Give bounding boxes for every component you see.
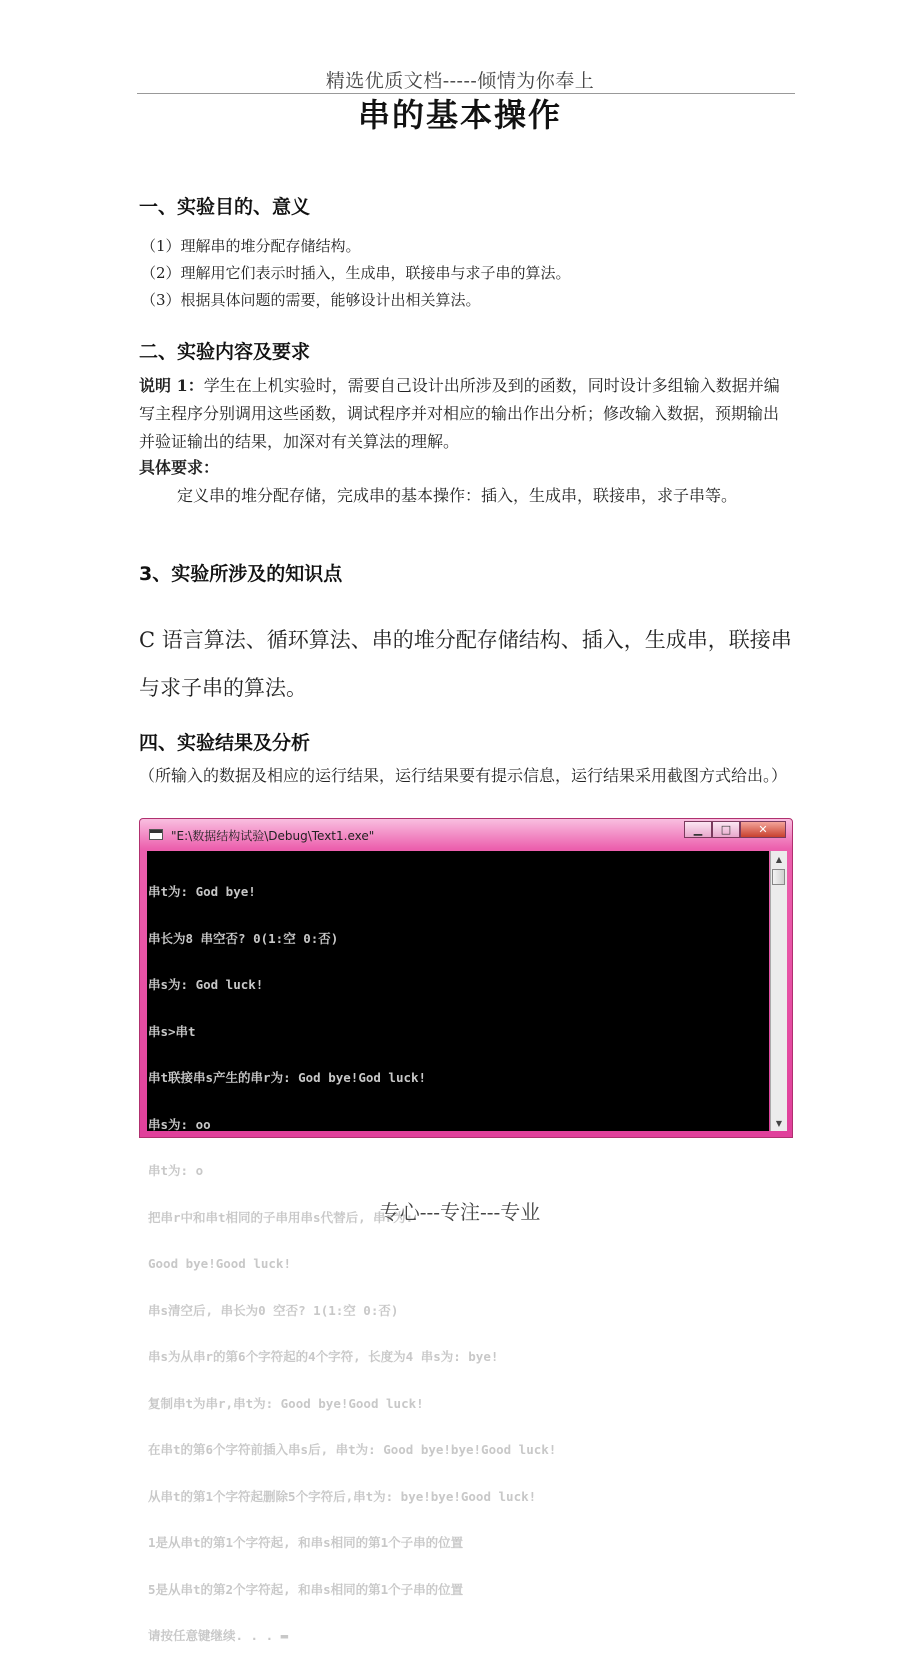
section-3-heading: 3、实验所涉及的知识点 xyxy=(139,563,343,585)
requirements-text: 定义串的堆分配存储，完成串的基本操作：插入，生成串，联接串，求子串等。 xyxy=(177,486,738,505)
scroll-down-arrow-icon[interactable]: ▼ xyxy=(775,1118,783,1128)
minimize-icon[interactable]: ▁ xyxy=(684,821,712,838)
console-line: 1是从串t的第1个字符起, 和串s相同的第1个子串的位置 xyxy=(148,1535,464,1550)
console-lines xyxy=(148,853,556,1675)
console-line: 串t为: God bye! xyxy=(148,884,256,899)
window-controls xyxy=(684,821,786,838)
console-line: 串s>串t xyxy=(148,1023,196,1039)
section-1-item-1: （1）理解串的堆分配存储结构。 xyxy=(141,237,361,255)
requirements-label: 具体要求： xyxy=(139,458,220,477)
console-line: 从串t的第1个字符起删除5个字符后,串t为: bye!bye!Good luck! xyxy=(148,1488,537,1504)
console-line: 串长为8 串空否? 0(1:空 0:否) xyxy=(148,930,339,946)
maximize-icon[interactable]: □ xyxy=(712,821,740,838)
console-line: 5是从串t的第2个字符起, 和串s相同的第1个子串的位置 xyxy=(148,1581,464,1597)
console-line: 请按任意键继续. . . ▬ xyxy=(148,1628,289,1643)
console-line: 串s为从串r的第6个字符起的4个字符, 长度为4 串s为: bye! xyxy=(148,1349,499,1364)
console-line: 串s清空后, 串长为0 空否? 1(1:空 0:否) xyxy=(148,1302,399,1318)
console-line: Good bye!Good luck! xyxy=(148,1256,291,1271)
section-4-heading: 四、实验结果及分析 xyxy=(139,732,311,754)
console-line: 串s为: God luck! xyxy=(148,977,264,992)
section-2-heading: 二、实验内容及要求 xyxy=(139,341,311,363)
console-line: 复制串t为串r,串t为: Good bye!Good luck! xyxy=(148,1395,424,1411)
section-3-text: C 语言算法、循环算法、串的堆分配存储结构、插入，生成串，联接串与求子串的算法。 xyxy=(139,628,792,700)
console-window-title: "E:\数据结构试验\Debug\Text1.exe" xyxy=(171,829,375,843)
console-line: 串t联接串s产生的串r为: God bye!God luck! xyxy=(148,1070,427,1085)
console-scrollbar[interactable] xyxy=(770,851,787,1131)
page-footer: 专心---专注---专业 xyxy=(379,1200,541,1224)
document-title: 串的基本操作 xyxy=(357,96,562,134)
note-text: 学生在上机实验时，需要自己设计出所涉及到的函数，同时设计多组输入数据并编写主程序分别调用这些函数，调试程序并对相应的输出作出分析；修改输入数据，预期输出并验证输出的结果，加深对有关算法的理解。 xyxy=(139,376,780,451)
console-app-icon xyxy=(149,829,163,840)
console-titlebar[interactable] xyxy=(140,819,792,849)
close-icon[interactable]: ✕ xyxy=(740,821,786,838)
page-header: 精选优质文档-----倾情为你奉上 xyxy=(325,70,595,92)
section-1-item-2: （2）理解用它们表示时插入，生成串，联接串与求子串的算法。 xyxy=(141,264,571,282)
console-line: 把串r中和串t相同的子串用串s代替后, 串r为: xyxy=(148,1209,414,1225)
scroll-up-arrow-icon[interactable]: ▲ xyxy=(775,854,783,864)
console-line: 串s为: oo xyxy=(148,1116,211,1132)
console-line: 串t为: o xyxy=(148,1163,204,1178)
scrollbar-thumb[interactable] xyxy=(772,869,785,885)
section-2-note xyxy=(139,372,791,456)
console-line: 在串t的第6个字符前插入串s后, 串t为: Good bye!bye!Good luck! xyxy=(148,1442,557,1457)
section-4-text: （所输入的数据及相应的运行结果，运行结果要有提示信息，运行结果采用截图方式给出。） xyxy=(139,766,788,785)
section-1-heading: 一、实验目的、意义 xyxy=(139,196,311,218)
note-label: 说明 1： xyxy=(139,376,204,395)
section-1-item-3: （3）根据具体问题的需要，能够设计出相关算法。 xyxy=(141,291,481,309)
